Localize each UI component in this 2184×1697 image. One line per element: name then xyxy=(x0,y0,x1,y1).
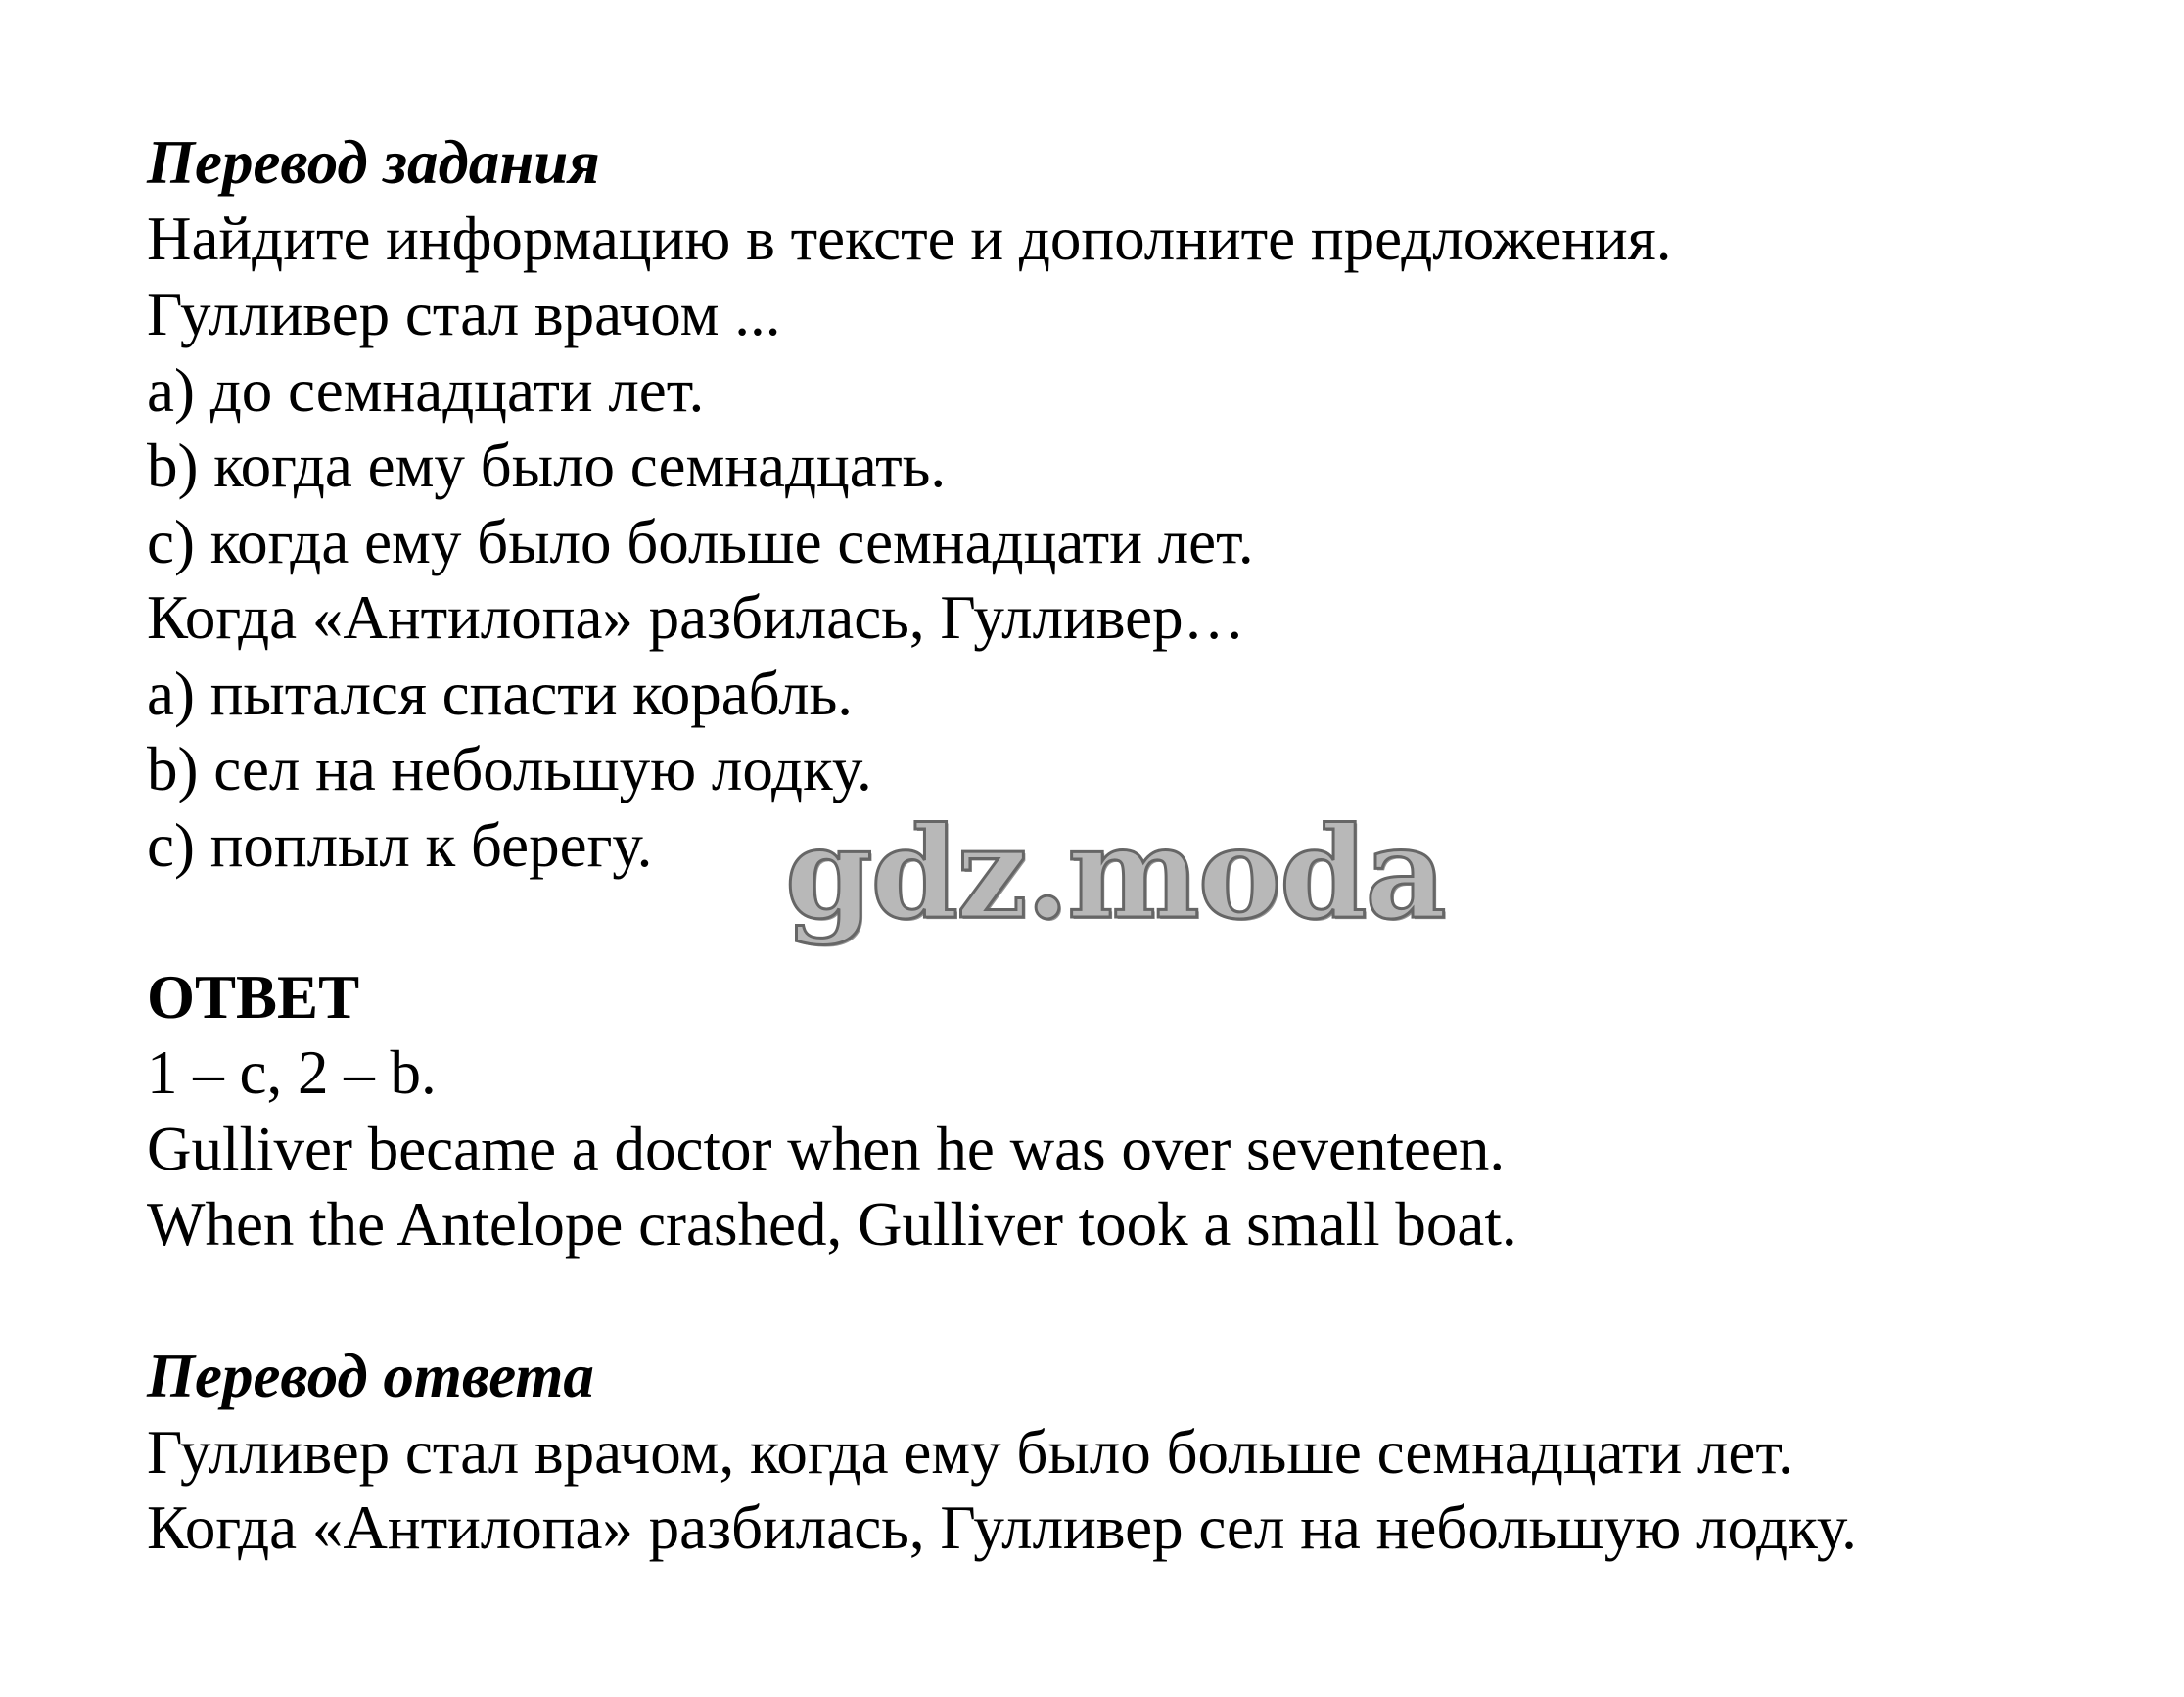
answer-line: When the Antelope crashed, Gulliver took a small boat. xyxy=(147,1190,1517,1259)
answer-heading: ОТВЕТ xyxy=(147,962,360,1032)
answer-line: 1 – c, 2 – b. xyxy=(147,1038,437,1107)
task-line: Найдите информацию в тексте и дополните предложения. xyxy=(147,204,1672,273)
section-spacer xyxy=(147,1263,2105,1340)
task-line: Когда «Антилопа» разбилась, Гулливер… xyxy=(147,583,1245,652)
task-translation-heading: Перевод задания xyxy=(147,128,600,197)
task-option: a) пытался спасти корабль. xyxy=(147,659,854,728)
task-line: Гулливер стал врачом ... xyxy=(147,280,781,348)
answer-line: Gulliver became a doctor when he was over seventeen. xyxy=(147,1114,1506,1183)
task-option: b) когда ему было семнадцать. xyxy=(147,432,947,500)
task-option: c) поплыл к берегу. xyxy=(147,810,653,880)
task-option: b) сел на небольшую лодку. xyxy=(147,735,872,803)
watermark-logo: gdz.moda xyxy=(785,801,1445,947)
answer-translation-line: Гулливер стал врачом, когда ему было больше семнадцати лет. xyxy=(147,1417,1793,1487)
answer-translation-heading: Перевод ответа xyxy=(147,1342,594,1410)
task-option: a) до семнадцати лет. xyxy=(147,355,705,425)
answer-translation-line: Когда «Антилопа» разбилась, Гулливер сел на небольшую лодку. xyxy=(147,1493,1857,1562)
task-option: c) когда ему было больше семнадцати лет. xyxy=(147,507,1254,576)
